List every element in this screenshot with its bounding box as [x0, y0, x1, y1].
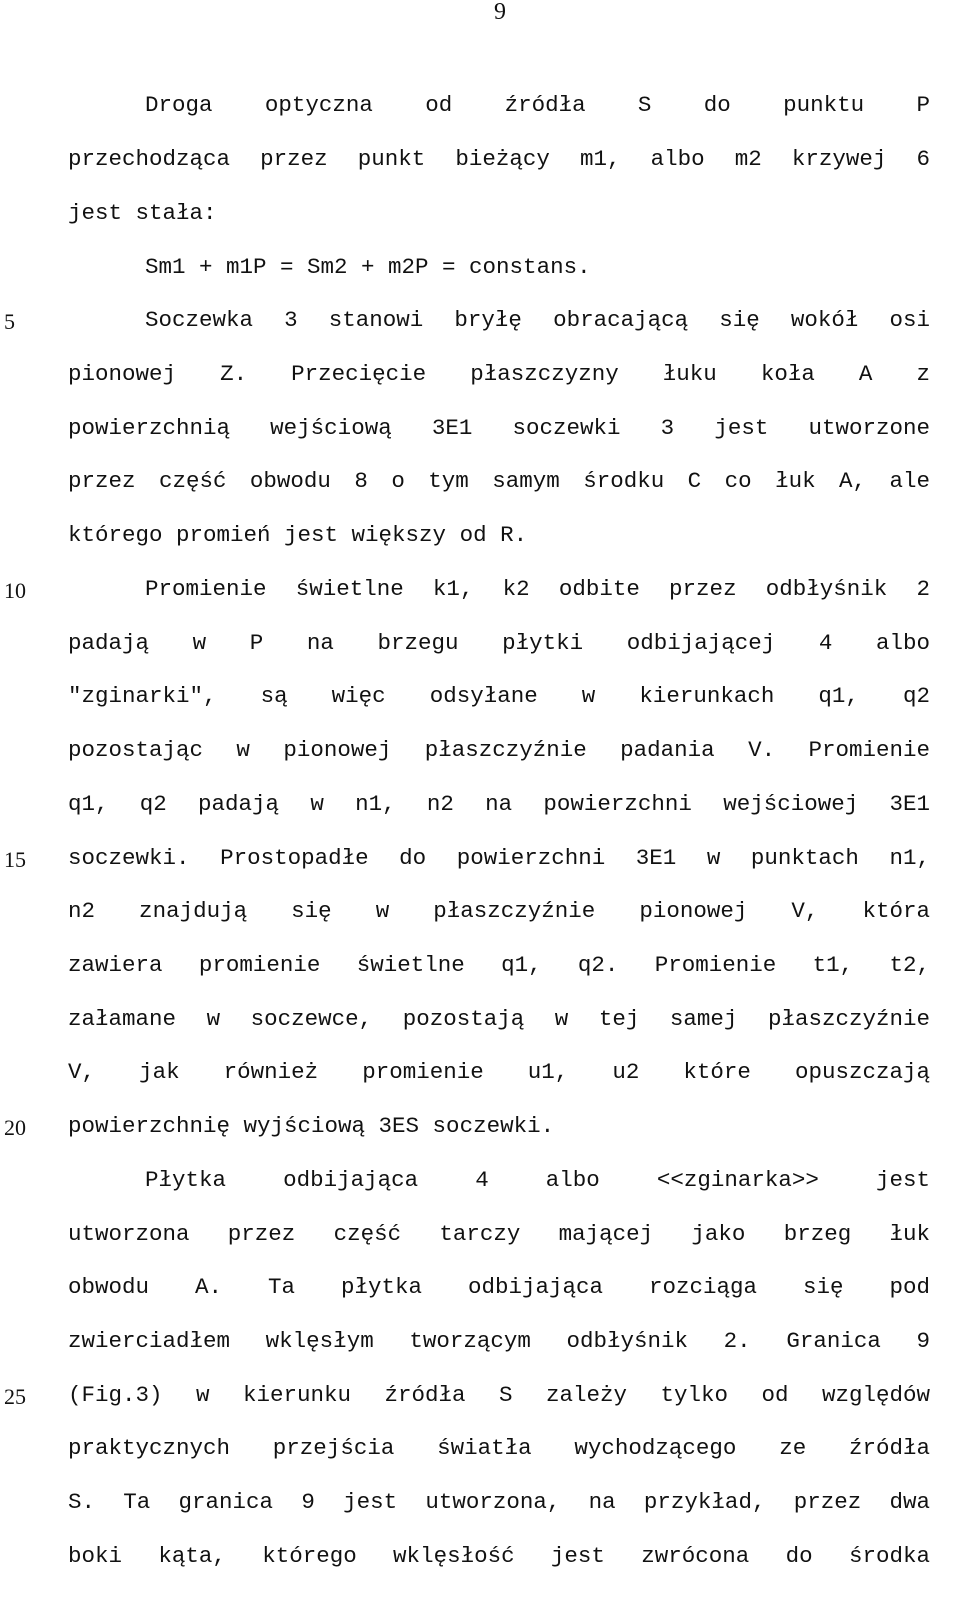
text-line: obwodu A. Ta płytka odbijająca rozciąga się pod [68, 1274, 930, 1300]
text-line: Droga optyczna od źródła S do punktu P [145, 92, 930, 118]
text-line: padają w P na brzegu płytki odbijającej 4 albo [68, 630, 930, 656]
text-line: Płytka odbijająca 4 albo <<zginarka>> jest [145, 1167, 930, 1193]
line-number: 10 [4, 578, 26, 603]
text-line: q1, q2 padają w n1, n2 na powierzchni wejściowej 3E1 [68, 791, 930, 817]
text-line: którego promień jest większy od R. [68, 522, 528, 548]
text-line: pozostając w pionowej płaszczyźnie padania V. Promienie [68, 737, 930, 763]
text-line: Sm1 + m1P = Sm2 + m2P = constans. [145, 254, 591, 280]
text-line: boki kąta, którego wklęsłość jest zwrócona do środka [68, 1543, 930, 1569]
text-line: załamane w soczewce, pozostają w tej samej płaszczyźnie [68, 1006, 930, 1032]
text-line: powierzchnią wejściową 3E1 soczewki 3 jest utworzone [68, 415, 930, 441]
text-line: "zginarki", są więc odsyłane w kierunkach q1, q2 [68, 683, 930, 709]
text-line: soczewki. Prostopadłe do powierzchni 3E1 w punktach n1, [68, 845, 930, 871]
text-line: powierzchnię wyjściową 3ES soczewki. [68, 1113, 555, 1139]
text-line: Promienie świetlne k1, k2 odbite przez odbłyśnik 2 [145, 576, 930, 602]
text-line: przez część obwodu 8 o tym samym środku C co łuk A, ale [68, 468, 930, 494]
text-line: jest stała: [68, 200, 217, 226]
text-line: S. Ta granica 9 jest utworzona, na przykład, przez dwa [68, 1489, 930, 1515]
line-number: 15 [4, 847, 26, 872]
text-line: pionowej Z. Przecięcie płaszczyzny łuku koła A z [68, 361, 930, 387]
text-line: zawiera promienie świetlne q1, q2. Promienie t1, t2, [68, 952, 930, 978]
line-number: 5 [4, 309, 15, 334]
text-line: utworzona przez część tarczy mającej jako brzeg łuk [68, 1221, 930, 1247]
line-number: 25 [4, 1384, 26, 1409]
line-number: 20 [4, 1115, 26, 1140]
text-line: n2 znajdują się w płaszczyźnie pionowej V, która [68, 898, 930, 924]
text-line: przechodząca przez punkt bieżący m1, albo m2 krzywej 6 [68, 146, 930, 172]
text-line: (Fig.3) w kierunku źródła S zależy tylko od względów [68, 1382, 930, 1408]
text-line: zwierciadłem wklęsłym tworzącym odbłyśnik 2. Granica 9 [68, 1328, 930, 1354]
page-number: 9 [494, 0, 506, 25]
text-line: praktycznych przejścia światła wychodzącego ze źródła [68, 1435, 930, 1461]
text-line: V, jak również promienie u1, u2 które opuszczają [68, 1059, 930, 1085]
text-line: Soczewka 3 stanowi bryłę obracającą się wokół osi [145, 307, 930, 333]
